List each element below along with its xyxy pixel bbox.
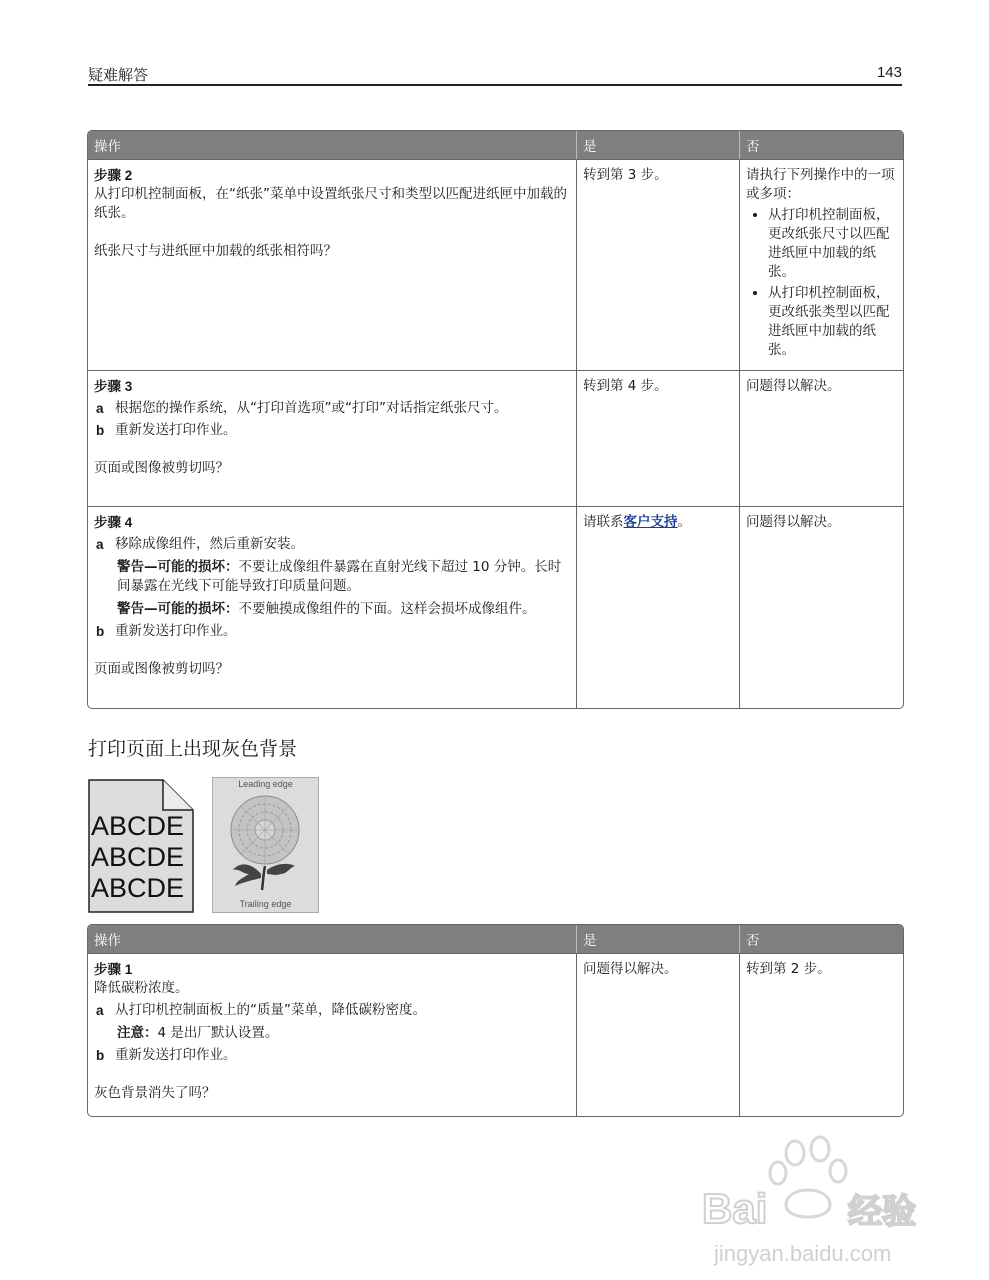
no-intro: 请执行下列操作中的一项或多项： bbox=[746, 167, 895, 202]
yes-suffix: 。 bbox=[677, 514, 691, 530]
list-item bbox=[94, 622, 570, 641]
warning-label: 警告—可能的损坏： bbox=[117, 601, 239, 617]
col-action-header: 操作 bbox=[88, 925, 576, 953]
yes-prefix: 请联系 bbox=[583, 514, 624, 530]
table-row bbox=[88, 159, 903, 370]
abc-line: ABCDE bbox=[91, 811, 185, 841]
list-text: 根据您的操作系统，从“打印首选项”或“打印”对话指定纸张尺寸。 bbox=[115, 400, 508, 416]
col-yes-header: 是 bbox=[576, 131, 739, 159]
col-action-header: 操作 bbox=[88, 131, 576, 159]
list-text: 移除成像组件，然后重新安装。 bbox=[115, 536, 304, 552]
watermark-brand-2: 经验 bbox=[848, 1192, 916, 1232]
step-description: 降低碳粉浓度。 bbox=[94, 980, 189, 996]
gray-background-page-illustration bbox=[88, 779, 194, 913]
step-question: 纸张尺寸与进纸匣中加载的纸张相符吗？ bbox=[94, 243, 337, 259]
list-marker: a bbox=[96, 401, 104, 416]
step-question: 页面或图像被剪切吗？ bbox=[94, 661, 229, 677]
table-row bbox=[88, 506, 903, 708]
customer-support-link[interactable]: 客户支持 bbox=[623, 514, 678, 530]
list-marker: b bbox=[96, 624, 105, 639]
table-header-row bbox=[88, 131, 903, 159]
step-label: 步骤 2 bbox=[94, 168, 133, 183]
header-title: 疑难解答 bbox=[88, 66, 149, 84]
step-label: 步骤 4 bbox=[94, 515, 133, 530]
step-description: 从打印机控制面板，在“纸张”菜单中设置纸张尺寸和类型以匹配进纸匣中加载的纸张。 bbox=[94, 186, 567, 221]
page-number: 143 bbox=[876, 64, 902, 81]
step-label: 步骤 1 bbox=[94, 962, 133, 977]
no-bullet-list bbox=[746, 206, 897, 360]
yes-cell bbox=[576, 506, 739, 708]
trailing-edge-label: Trailing edge bbox=[239, 899, 292, 909]
list-marker: a bbox=[96, 537, 104, 552]
no-cell bbox=[739, 159, 903, 370]
warning-text: 不要让成像组件暴露在直射光线下超过 10 分钟。长时间暴露在光线下可能导致打印质量问题。 bbox=[117, 559, 562, 594]
note-text: 4 是出厂默认设置。 bbox=[157, 1025, 279, 1041]
list-item bbox=[94, 421, 570, 440]
list-marker: b bbox=[96, 1048, 105, 1063]
warning-label: 警告—可能的损坏： bbox=[117, 559, 239, 575]
leading-edge-label: Leading edge bbox=[238, 779, 293, 789]
troubleshooting-table-1 bbox=[87, 130, 904, 709]
note-label: 注意： bbox=[117, 1025, 158, 1041]
list-item: • 从打印机控制面板，更改纸张尺寸以匹配进纸匣中加载的纸张。 bbox=[768, 206, 897, 282]
no-cell: 问题得以解决。 bbox=[739, 506, 903, 708]
troubleshooting-table-2 bbox=[87, 924, 904, 1117]
flower-print-illustration bbox=[212, 777, 319, 913]
no-cell: 问题得以解决。 bbox=[739, 370, 903, 506]
chrysanthemum-image bbox=[213, 778, 320, 914]
baidu-jingyan-watermark bbox=[700, 1135, 940, 1275]
step-question: 灰色背景消失了吗？ bbox=[94, 1085, 216, 1101]
watermark-url: jingyan.baidu.com bbox=[714, 1241, 892, 1266]
col-yes-header: 是 bbox=[576, 925, 739, 953]
note bbox=[94, 1024, 570, 1043]
list-item bbox=[94, 535, 570, 554]
yes-cell: 转到第 4 步。 bbox=[576, 370, 739, 506]
col-no-header: 否 bbox=[739, 925, 903, 953]
list-item bbox=[94, 1046, 570, 1065]
list-text: 重新发送打印作业。 bbox=[115, 422, 237, 438]
col-no-header: 否 bbox=[739, 131, 903, 159]
action-cell bbox=[88, 953, 576, 1116]
abc-line: ABCDE bbox=[91, 873, 185, 903]
page-header bbox=[88, 62, 902, 86]
list-marker: b bbox=[96, 423, 105, 438]
step-question: 页面或图像被剪切吗？ bbox=[94, 460, 229, 476]
table-row bbox=[88, 953, 903, 1116]
warning-note bbox=[94, 600, 570, 619]
list-item bbox=[94, 1001, 570, 1020]
list-text: 从打印机控制面板上的“质量”菜单，降低碳粉密度。 bbox=[115, 1002, 426, 1018]
yes-cell: 转到第 3 步。 bbox=[576, 159, 739, 370]
table-header-row bbox=[88, 925, 903, 953]
warning-text: 不要触摸成像组件的下面。这样会损坏成像组件。 bbox=[238, 601, 536, 617]
abc-line: ABCDE bbox=[91, 842, 185, 872]
watermark-brand: Bai bbox=[702, 1185, 768, 1232]
list-item: • 从打印机控制面板，更改纸张类型以匹配进纸匣中加载的纸张。 bbox=[768, 284, 897, 360]
list-item bbox=[94, 399, 570, 418]
section-heading: 打印页面上出现灰色背景 bbox=[88, 738, 298, 760]
yes-cell: 问题得以解决。 bbox=[576, 953, 739, 1116]
no-cell: 转到第 2 步。 bbox=[739, 953, 903, 1116]
action-cell bbox=[88, 159, 576, 370]
action-cell bbox=[88, 370, 576, 506]
list-marker: a bbox=[96, 1003, 104, 1018]
table-row bbox=[88, 370, 903, 506]
action-cell bbox=[88, 506, 576, 708]
step-label: 步骤 3 bbox=[94, 379, 133, 394]
list-text: 重新发送打印作业。 bbox=[115, 623, 237, 639]
warning-note bbox=[94, 558, 570, 596]
list-text: 重新发送打印作业。 bbox=[115, 1047, 237, 1063]
